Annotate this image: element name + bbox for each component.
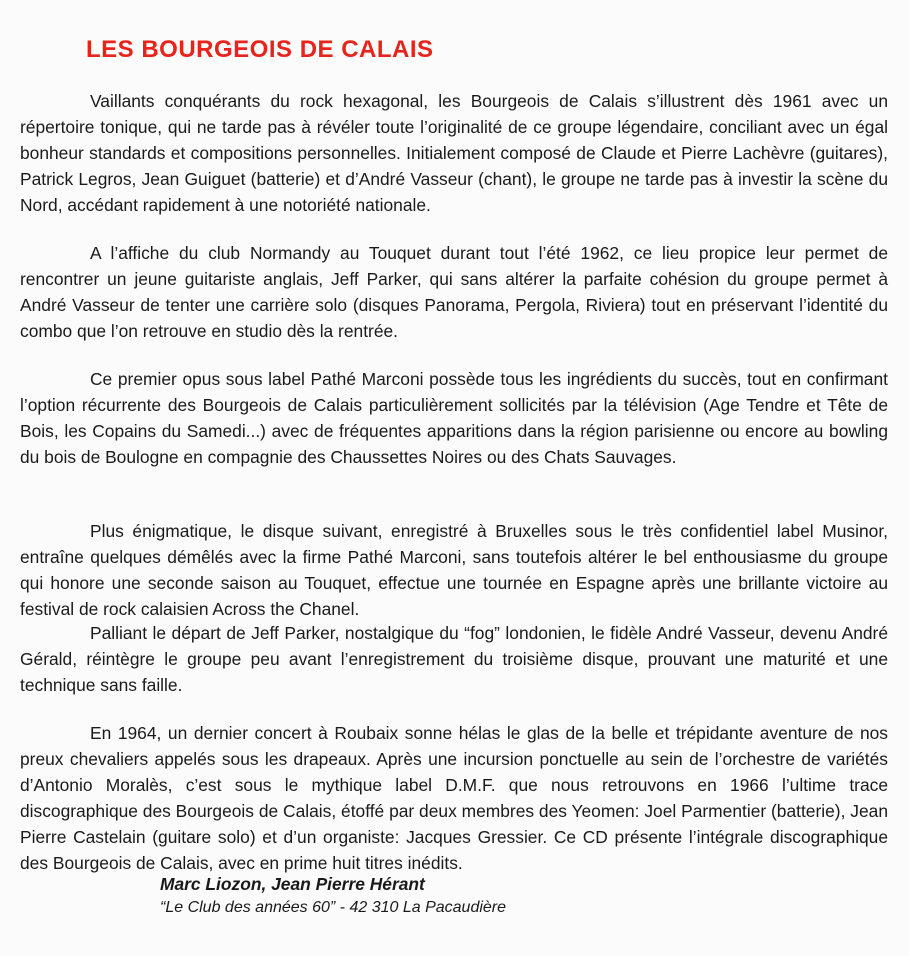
paragraph-origins: Vaillants conquérants du rock hexagonal, les Bourgeois de Calais s’illustrent dès 1961 avec un répertoire tonique, qui ne tarde pas à révéler toute l’originalité de ce groupe légendaire, conciliant avec un égal bonheur standards et compositions personnelles. Initialement composé de Claude et Pierre Lachèvre (guitares), Patrick Legros, Jean Guiguet (batterie) et d’André Vasseur (chant), le groupe ne tarde pas à investir la scène du Nord, accédant rapidement à une notoriété nationale. — [20, 91, 888, 215]
paragraph-pathe-marconi: Ce premier opus sous label Pathé Marconi possède tous les ingrédients du succès, tout en confirmant l’option récurrente des Bourgeois de Calais particulièrement sollicités par la télévision (Age Tendre et Tête de Bois, les Copains du Samedi...) avec de fréquentes apparitions dans la région parisienne ou encore au bowling du bois de Boulogne en compagnie des Chaussettes Noires ou des Chats Sauvages. — [20, 369, 888, 467]
paragraph-1964-1966: En 1964, un dernier concert à Roubaix sonne hélas le glas de la belle et trépidante aventure de nos preux chevaliers appelés sous les drapeaux. Après une incursion ponctuelle au sein de l’orchestre de variétés d’Antonio Moralès, c’est sous le mythique label D.M.F. que nous retrouvons en 1966 l’ultime trace discographique des Bourgeois de Calais, étoffé par deux membres des Yeomen: Joel Parmentier (batterie), Jean Pierre Castelain (guitare solo) et d’un organiste: Jacques Gressier. Ce CD présente l’intégrale discographique des Bourgeois de Calais, avec en prime huit titres inédits. — [20, 723, 888, 873]
author-signature: Marc Liozon, Jean Pierre Hérant — [160, 874, 425, 894]
paragraph-andre-gerald: Palliant le départ de Jeff Parker, nostalgique du “fog” londonien, le fidèle André Vasseur, devenu André Gérald, réintègre le groupe peu avant l’enregistrement du troisième disque, prouvant une maturité et une technique sans faille. — [20, 623, 888, 695]
club-address: “Le Club des années 60” - 42 310 La Pacaudière — [160, 899, 507, 916]
paragraph-musinor: Plus énigmatique, le disque suivant, enregistré à Bruxelles sous le très confidentiel label Musinor, entraîne quelques démêlés avec la firme Pathé Marconi, sans toutefois altérer le bel enthousiasme du groupe qui honore une seconde saison au Touquet, effectue une tournée en Espagne après une brillante victoire au festival de rock calaisien Across the Chanel. — [20, 521, 888, 619]
paragraph-normandy-club: A l’affiche du club Normandy au Touquet durant tout l’été 1962, ce lieu propice leur permet de rencontrer un jeune guitariste anglais, Jeff Parker, qui sans altérer la parfaite cohésion du groupe permet à André Vasseur de tenter une carrière solo (disques Panorama, Pergola, Riviera) tout en préservant l’identité du combo que l’on retrouve en studio dès la rentrée. — [20, 243, 888, 341]
document-title: LES BOURGEOIS DE CALAIS — [86, 36, 434, 63]
